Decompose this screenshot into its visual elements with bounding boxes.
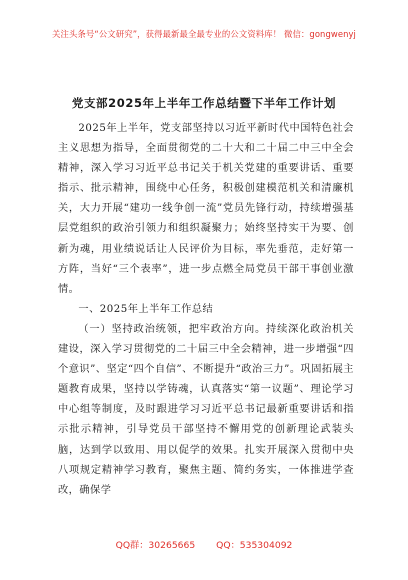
footer-qq-group: QQ群：30265665 [115,540,196,551]
document-body [58,119,354,501]
section-heading: 一、2025年上半年工作总结 [78,303,214,315]
intro-paragraph: 2025年上半年，党支部坚持以习近平新时代中国特色社会主义思想为指导，全面贯彻党的二十大和二十届二中三中全会精神，深入学习习近平总书记关于机关党建的重要讲话、重要指示、批示精神，围绕中心任务，积极创建模范机关和清廉机关，大力开展“建功一线争创一流”党员先锋行动，持续增强基层党组织的政治引领力和组织凝聚力；始终坚持实干为要、创新为魂，用业绩说话让人民评价为目标，率先垂范，走好第一方阵，当好“三个表率”，进一步点燃全局党员干部干事创业激情。 [58,123,354,295]
footer-qq: QQ：535304092 [216,540,293,551]
document-title: 党支部2025年上半年工作总结暨下半年工作计划 [71,96,337,110]
section-paragraph: （一）坚持政治统领，把牢政治方向。持续深化政治机关建设，深入学习贯彻党的二十届三中全会精神，进一步增强“四个意识”、坚定“四个自信”、不断提升“政治三力”。巩固拓展主题教育成果，坚持以学铸魂，认真落实“第一议题”、理论学习中心组等制度，及时跟进学习习近平总书记最新重要讲话和指示批示精神，引导党员干部坚持不懈用党的创新理论武装头脑，达到学以致用、用以促学的效果。扎实开展深入贯彻中央八项规定精神学习教育，聚焦主题、简约务实，一体推进学查改，确保学 [58,323,354,496]
header-promo-note: 关注头条号“公文研究”，获得最新最全最专业的公文资料库！ 微信：gongwenyj [52,29,356,39]
footer-contact [0,537,408,551]
